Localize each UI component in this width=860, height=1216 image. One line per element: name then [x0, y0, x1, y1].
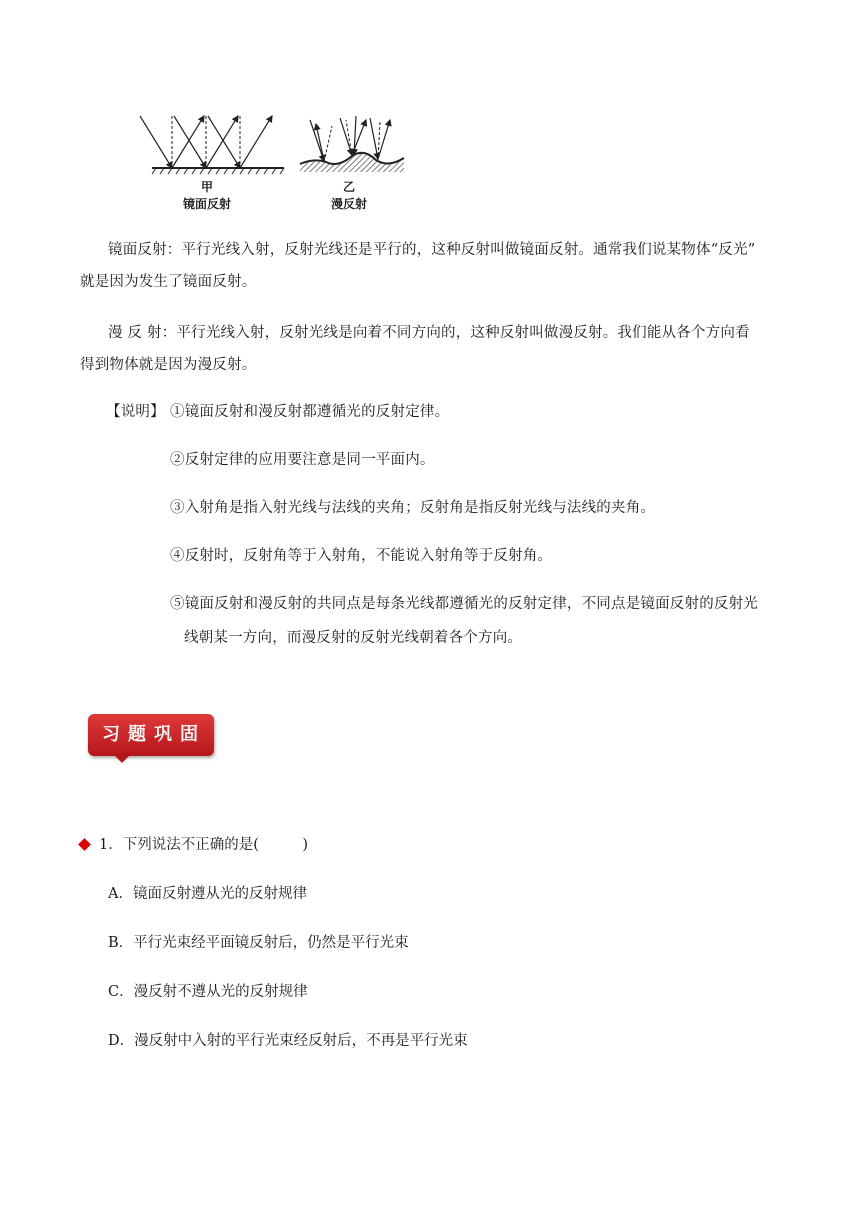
option-a: A．镜面反射遵从光的反射规律: [108, 886, 307, 902]
diffuse-label: 漫反射: [330, 197, 367, 211]
diamond-bullet-icon: [78, 838, 91, 851]
specular-line-2: 就是因为发生了镜面反射。: [80, 274, 257, 290]
badge-pointer-icon: [112, 753, 132, 763]
specular-paragraph: [108, 236, 808, 264]
specular-label-top: 甲: [200, 180, 213, 194]
note-item-5-cont: 线朝某一方向，而漫反射的反射光线朝着各个方向。: [184, 630, 523, 646]
diffuse-reflection-diagram: [296, 106, 408, 178]
note-item-3: ③入射角是指入射光线与法线的夹角；反射角是指反射光线与法线的夹角。: [170, 500, 656, 516]
note-item-4: ④反射时，反射角等于入射角，不能说入射角等于反射角。: [170, 548, 553, 564]
section-badge: 习题巩固: [88, 714, 214, 756]
specular-reflection-diagram: [136, 106, 286, 178]
question-number: 1．: [99, 837, 123, 853]
option-d: D．漫反射中入射的平行光束经反射后，不再是平行光束: [108, 1033, 468, 1049]
option-b: B．平行光束经平面镜反射后，仍然是平行光束: [108, 935, 409, 951]
diffuse-line-1: 漫 反 射：平行光线入射，反射光线是向着不同方向的，这种反射叫做漫反射。我们能从各个方向看: [108, 325, 750, 341]
question-text: 下列说法不正确的是( ): [122, 837, 309, 853]
specular-line-1: 镜面反射：平行光线入射，反射光线还是平行的，这种反射叫做镜面反射。通常我们说某物体“反光”: [108, 242, 756, 258]
diffuse-line-2: 得到物体就是因为漫反射。: [80, 357, 257, 373]
note-item-1: ①镜面反射和漫反射都遵循光的反射定律。: [170, 404, 450, 420]
reflection-figure: [136, 106, 406, 214]
specular-label: 镜面反射: [182, 197, 231, 211]
option-c: C．漫反射不遵从光的反射规律: [108, 984, 308, 1000]
diffuse-paragraph: [108, 319, 808, 347]
notes-label: 【说明】: [106, 404, 165, 420]
diffuse-label-top: 乙: [342, 180, 355, 194]
specular-paragraph-cont: [80, 268, 800, 296]
note-item-2: ②反射定律的应用要注意是同一平面内。: [170, 452, 435, 468]
note-item-5: ⑤镜面反射和漫反射的共同点是每条光线都遵循光的反射定律，不同点是镜面反射的反射光: [170, 596, 758, 612]
question-stem: [99, 835, 308, 855]
diffuse-paragraph-cont: [80, 351, 800, 379]
